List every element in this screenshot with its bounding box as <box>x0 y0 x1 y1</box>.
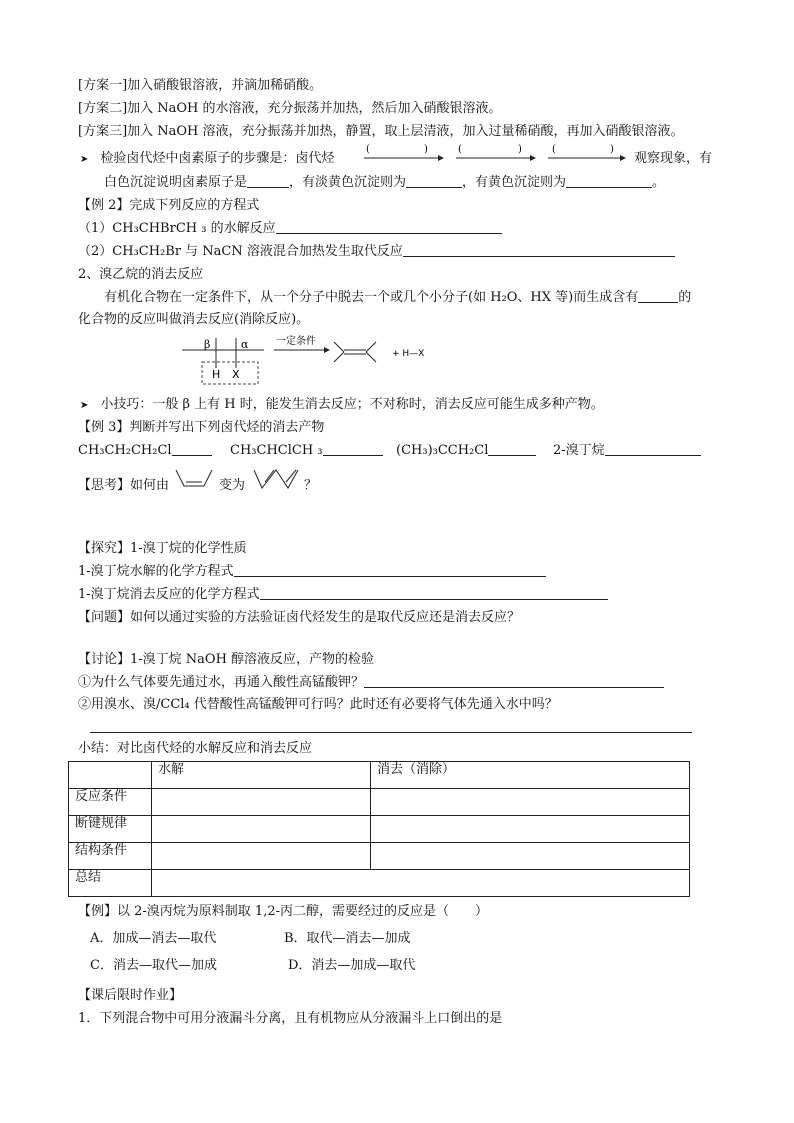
table-cell[interactable] <box>152 843 371 870</box>
think-text-a: 【思考】如何由 <box>78 478 170 493</box>
table-cell[interactable] <box>371 843 690 870</box>
svg-text:): ) <box>424 144 428 155</box>
dashed-box <box>202 362 258 384</box>
homework-q1: 1．下列混合物中可用分液漏斗分离，且有机物应从分液漏斗上口倒出的是 <box>78 1011 503 1026</box>
option-c[interactable]: C．消去—取代—加成 <box>90 958 217 973</box>
svg-text:): ) <box>610 144 614 155</box>
compound-4: 2-溴丁烷 <box>553 443 605 458</box>
section-2-para-1a: 有机化合物在一定条件下，从一个分子中脱去一个或几个小分子(如 H₂O、HX 等)而生成含有 <box>104 290 639 305</box>
plan-1: [方案一]加入硝酸银溶液，并滴加稀硝酸。 <box>78 78 323 93</box>
table-cell[interactable] <box>152 816 371 843</box>
discuss-q1-text: ①为什么气体要先通过水，再通入酸性高锰酸钾？ <box>78 675 365 690</box>
steps-line-2d: 。 <box>652 175 666 190</box>
example-2-title: 【例 2】完成下列反应的方程式 <box>78 198 260 213</box>
table-row <box>69 816 690 843</box>
example-2-q2-text: （2）CH₃CH₂Br 与 NaCN 溶液混合加热发生取代反应 <box>78 244 403 259</box>
example-3-compound-4 <box>553 443 701 459</box>
x-label: X <box>232 368 240 381</box>
explore-line-2 <box>78 587 608 603</box>
summary-table <box>68 761 690 897</box>
example-2-q2 <box>78 244 675 260</box>
option-d[interactable]: D．消去—加成—取代 <box>288 958 416 973</box>
explore-title: 【探究】1-溴丁烷的化学性质 <box>78 541 247 556</box>
compound-2: CH₃CHClCH ₃ <box>230 443 323 458</box>
condition-label: 一定条件 <box>276 336 316 347</box>
skeletal-structure-1 <box>174 464 214 496</box>
h-label: H <box>212 368 221 381</box>
steps-arrows <box>362 143 632 167</box>
alkene-structure <box>334 342 376 362</box>
homework-title: 【课后限时作业】 <box>78 988 183 1003</box>
svg-text:(: ( <box>366 144 370 155</box>
bullet-icon: ➤ <box>80 400 89 411</box>
think-text-c: ？ <box>304 478 318 493</box>
compound-1: CH₃CH₂CH₂Cl <box>78 443 172 458</box>
compound-3: (CH₃)₃CCH₂Cl <box>396 443 489 458</box>
table-row-label: 结构条件 <box>69 843 152 870</box>
example-question: 【例】以 2-溴丙烷为原料制取 1,2-丙二醇，需要经过的反应是（ ） <box>78 904 488 919</box>
svg-text:): ) <box>518 144 522 155</box>
summary-title: 小结：对比卤代烃的水解反应和消去反应 <box>78 741 313 756</box>
steps-line-1 <box>80 151 334 167</box>
table-row-label: 反应条件 <box>69 789 152 816</box>
steps-line-2b: ，有淡黄色沉淀则为 <box>289 175 407 190</box>
example-3-title: 【例 3】判断并写出下列卤代烃的消去产物 <box>78 420 325 435</box>
steps-line-2a: 白色沉淀说明卤素原子是 <box>104 175 248 190</box>
elimination-scheme <box>178 332 458 390</box>
table-row <box>69 870 690 897</box>
think-text-b: 变为 <box>219 478 246 493</box>
table-row <box>69 789 690 816</box>
explore-line-1 <box>78 564 546 580</box>
example-2-q1 <box>78 221 502 237</box>
table-row-label: 断键规律 <box>69 816 152 843</box>
example-2-q1-text: （1）CH₃CHBrCH ₃ 的水解反应 <box>78 221 276 236</box>
option-a[interactable]: A．加成—消去—取代 <box>90 931 217 946</box>
bullet-icon: ➤ <box>80 154 89 165</box>
explore-line-2-text: 1-溴丁烷消去反应的化学方程式 <box>78 587 260 602</box>
alpha-label: α <box>241 338 249 351</box>
discuss-q1 <box>78 675 664 691</box>
answer-line <box>90 720 692 733</box>
steps-text-1: 检验卤代烃中卤素原子的步骤是：卤代烃 <box>100 151 335 166</box>
steps-text-2: 观察现象，有 <box>634 151 713 166</box>
tip-text: 小技巧：一般 β 上有 H 时，能发生消去反应；不对称时，消去反应可能生成多种产物。 <box>100 397 604 412</box>
table-cell[interactable] <box>152 870 690 897</box>
beta-label: β <box>204 338 211 351</box>
discuss-q2: ②用溴水、溴/CCl₄ 代替酸性高锰酸钾可行吗？此时还有必要将气体先通入水中吗？ <box>78 697 558 712</box>
table-cell[interactable] <box>371 816 690 843</box>
svg-text:(: ( <box>552 144 556 155</box>
explore-line-1-text: 1-溴丁烷水解的化学方程式 <box>78 564 234 579</box>
table-row-label: 总结 <box>69 870 152 897</box>
steps-line-2 <box>104 175 665 191</box>
table-header-cell: 水解 <box>152 762 371 789</box>
example-3-compound-3 <box>396 443 536 459</box>
tip-line <box>80 397 604 413</box>
svg-text:(: ( <box>458 144 462 155</box>
discuss-title: 【讨论】1-溴丁烷 NaOH 醇溶液反应，产物的检验 <box>78 652 375 667</box>
section-2-para-1b: 的 <box>678 290 692 305</box>
skeletal-structure-2 <box>252 464 300 496</box>
section-2-title: 2、溴乙烷的消去反应 <box>78 267 204 282</box>
table-header-cell <box>69 762 152 789</box>
explore-question: 【问题】如何以通过实验的方法验证卤代烃发生的是取代反应还是消去反应？ <box>78 610 521 625</box>
plus-hx: + H—X <box>392 349 425 359</box>
example-3-compound-1 <box>78 443 212 459</box>
example-3-compound-2 <box>230 443 383 459</box>
option-b[interactable]: B．取代—消去—加成 <box>284 931 411 946</box>
table-row <box>69 843 690 870</box>
section-2-para-1 <box>104 290 691 306</box>
plan-3: [方案三]加入 NaOH 溶液，充分振荡并加热，静置，取上层清液，加入过量稀硝酸，再加入硝酸银溶液。 <box>78 124 684 139</box>
section-2-para-2: 化合物的反应叫做消去反应(消除反应)。 <box>78 312 310 327</box>
plan-2: [方案二]加入 NaOH 的水溶液，充分振荡并加热，然后加入硝酸银溶液。 <box>78 101 502 116</box>
steps-line-2c: ，有黄色沉淀则为 <box>462 175 567 190</box>
table-row <box>69 762 690 789</box>
table-cell[interactable] <box>152 789 371 816</box>
table-cell[interactable] <box>371 789 690 816</box>
table-header-cell: 消去（消除） <box>371 762 690 789</box>
